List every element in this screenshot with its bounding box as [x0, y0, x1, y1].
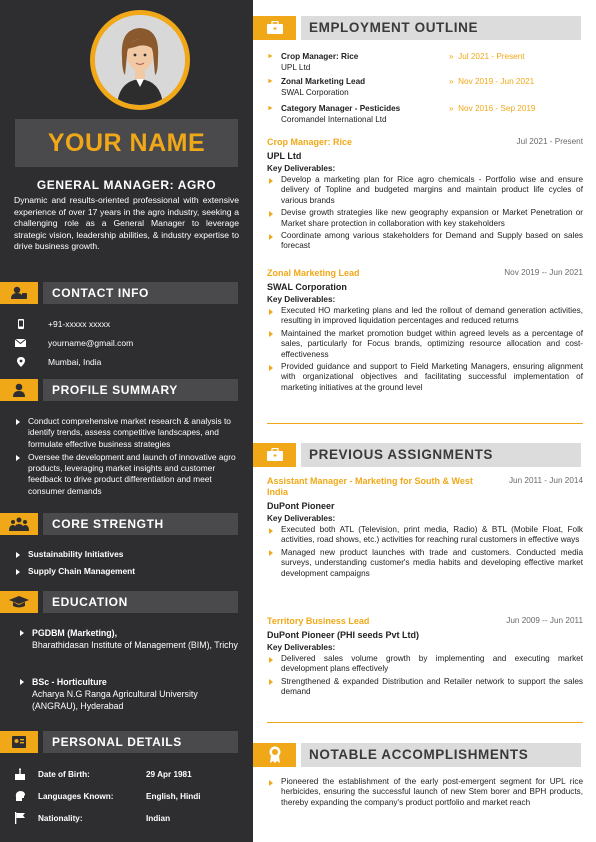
avatar-ring	[90, 10, 190, 110]
deliverables-list	[267, 306, 583, 393]
profile-list	[14, 416, 240, 499]
personal-section-header	[0, 731, 238, 753]
profile-heading: PROFILE SUMMARY	[52, 383, 178, 397]
section-divider	[267, 423, 583, 424]
deliverable-item: Maintained the market promotion budget within agreed levels as a percentage of sales, particularly for Focus brands, optimizing resource allocation and cost-effectiveness	[267, 329, 583, 360]
outline-role: Crop Manager: Rice	[281, 52, 359, 61]
deliverable-item: Coordinate among various stakeholders for Demand and Supply based on sales forecast	[267, 231, 583, 252]
core-section-header	[0, 513, 238, 535]
accomplishments-heading: NOTABLE ACCOMPLISHMENTS	[309, 747, 529, 762]
personal-row-nationality	[14, 812, 240, 824]
key-deliverables-label: Key Deliverables:	[267, 514, 336, 523]
core-heading: CORE STRENGTH	[52, 517, 164, 531]
deliverable-item: Executed HO marketing plans and led the rollout of demand generation activities, resulting in improved liquidation percentages and reduced returns	[267, 306, 583, 327]
accomplishments-section-header	[253, 743, 596, 767]
section-divider	[267, 722, 583, 723]
core-list	[14, 549, 240, 580]
key-deliverables-label: Key Deliverables:	[267, 164, 336, 173]
outline-role: Zonal Marketing Lead	[281, 77, 366, 86]
id-card-icon	[0, 731, 38, 753]
institute: Acharya N.G Ranga Agricultural University (ANGRAU), Hyderabad	[32, 689, 198, 711]
profile-item: Oversee the development and launch of innovative agro products, leveraging market insights and customer feedback to drive product differentiation and meet consumer demands	[14, 452, 240, 497]
deliverables-list	[267, 654, 583, 698]
profile-item: Conduct comprehensive market research & analysis to identify trends, assess competitive landscapes, and formulate effective business strategies	[14, 416, 240, 450]
education-section-header	[0, 591, 238, 613]
phone-icon	[14, 319, 28, 329]
key-deliverables-label: Key Deliverables:	[267, 643, 336, 652]
sidebar	[0, 0, 253, 842]
deliverable-item: Strengthened & expanded Distribution and Retailer network to support the sales demand	[267, 677, 583, 698]
deliverables-list	[267, 175, 583, 252]
candidate-name: YOUR NAME	[47, 128, 206, 157]
job-dates: Jun 2011 - Jun 2014	[508, 476, 583, 485]
job-title: Crop Manager: Rice	[267, 137, 353, 147]
outline-company: Coromandel International Ltd	[281, 115, 387, 124]
employment-heading: EMPLOYMENT OUTLINE	[309, 20, 479, 35]
core-item: Supply Chain Management	[14, 566, 240, 577]
flag-icon	[14, 812, 26, 824]
contact-heading: CONTACT INFO	[52, 286, 149, 300]
personal-value: 29 Apr 1981	[146, 769, 192, 779]
job-company: SWAL Corporation	[267, 282, 347, 292]
outline-company: UPL Ltd	[281, 63, 311, 72]
personal-row-languages	[14, 790, 240, 802]
graduation-cap-icon	[0, 591, 38, 613]
outline-dates-text: Jul 2021 - Present	[458, 52, 525, 61]
accomplishment-item: Pioneered the establishment of the early post-emergent segment for UPL rice herbicides, ensuring the successful launch of new Stem borer and BPH products, thereby expanding the company's product portfolio and market reach	[267, 777, 583, 808]
job-entry	[267, 476, 583, 581]
cake-icon	[14, 768, 26, 780]
personal-key: Date of Birth:	[38, 769, 90, 779]
briefcase-icon	[253, 443, 296, 467]
location-icon	[14, 357, 28, 367]
avatar	[95, 15, 185, 105]
job-company: DuPont Pioneer (PHI seeds Pvt Ltd)	[267, 630, 420, 640]
outline-dates: » Nov 2019 - Jun 2021	[449, 77, 535, 86]
person-icon	[0, 379, 38, 401]
speech-head-icon	[14, 790, 26, 802]
job-entry	[267, 137, 583, 254]
deliverable-item: Managed new product launches with trade and customers. Conducted media surveys, understanding customer's media habits and developing effective market development campaigns	[267, 548, 583, 579]
name-box	[15, 119, 238, 167]
employment-section-header	[253, 16, 596, 40]
job-entry	[267, 268, 583, 395]
outline-dates: » Jul 2021 - Present	[449, 52, 525, 61]
briefcase-icon	[253, 16, 296, 40]
contact-email-row	[14, 338, 133, 348]
key-deliverables-label: Key Deliverables:	[267, 295, 336, 304]
job-entry	[267, 616, 583, 700]
email-icon	[14, 338, 28, 348]
contact-phone-row	[14, 319, 110, 329]
personal-row-dob	[14, 768, 240, 780]
outline-dates-text: Nov 2019 - Jun 2021	[458, 77, 535, 86]
job-company: UPL Ltd	[267, 151, 302, 161]
avatar-illustration	[95, 15, 185, 105]
location: Mumbai, India	[48, 357, 102, 367]
email-address[interactable]: yourname@gmail.com	[48, 338, 134, 348]
accomplishments-list	[267, 777, 583, 808]
award-ribbon-icon	[253, 743, 296, 767]
personal-key: Languages Known:	[38, 791, 114, 801]
job-title: Territory Business Lead	[267, 616, 370, 626]
previous-section-header	[253, 443, 596, 467]
job-company: DuPont Pioneer	[267, 501, 335, 511]
degree: PGDBM (Marketing),	[14, 627, 240, 639]
deliverable-item: Provided guidance and support to Field Marketing Managers, ensuring alignment with organizational objectives and facilitating successful implementation of marketing initiatives at the ground level	[267, 362, 583, 393]
deliverable-item: Executed both ATL (Television, print media, Radio) & BTL (Mobile Float, Folk activities, road shows, etc.) activities for reaching rural customers in effective ways	[267, 525, 583, 546]
personal-value: English, Hindi	[146, 791, 201, 801]
education-entry	[14, 627, 240, 651]
deliverables-list	[267, 525, 583, 579]
personal-key: Nationality:	[38, 813, 83, 823]
job-title: GENERAL MANAGER: AGRO	[36, 178, 217, 192]
job-title: Assistant Manager - Marketing for South & West India	[267, 476, 473, 497]
intro-text: Dynamic and results-oriented professional with extensive experience of over 17 years in the agro industry, seeking a challenging role as a General Manager to leverage strategic vision, leadership abilities, & industry expertise to drive business growth.	[14, 195, 239, 252]
personal-heading: PERSONAL DETAILS	[52, 735, 182, 749]
institute: Bharathidasan Institute of Management (BIM), Trichy	[32, 640, 238, 650]
previous-heading: PREVIOUS ASSIGNMENTS	[309, 447, 494, 462]
deliverable-item: Devise growth strategies like new geography expansion or Market Penetration or Market share protection in collaboration with key stakeholders	[267, 208, 583, 229]
outline-company: SWAL Corporation	[281, 88, 349, 97]
outline-dates-text: Nov 2016 - Sep 2019	[458, 104, 536, 113]
job-title: Zonal Marketing Lead	[267, 268, 360, 278]
job-dates: Jul 2021 - Present	[516, 137, 583, 146]
contact-location-row	[14, 357, 101, 367]
outline-dates: » Nov 2016 - Sep 2019	[449, 104, 536, 113]
team-icon	[0, 513, 38, 535]
profile-section-header	[0, 379, 238, 401]
education-heading: EDUCATION	[52, 595, 128, 609]
education-entry	[14, 676, 240, 712]
phone-number[interactable]: +91-xxxxx xxxxx	[48, 319, 111, 329]
core-item: Sustainability Initiatives	[14, 549, 240, 560]
main-content: EMPLOYMENT OUTLINE ► Crop Manager: Rice UPL Ltd » Jul 2021 - Present ► Zonal Marketing Lead SWAL Corporation » Nov 2019 - Jun 2021 ► Category Manager - Pesticides Coromandel International Ltd » Nov 2016 - Sep 2019 Crop Manager: Rice Jul 2021 - Present UPL Ltd Key Deliverables: Develop a marketing plan for Rice agro chemicals - Portfolio wise and ensure delivery of Topline and budgeted margins and maintain product life cycles of various brands Devise growth strategies like new geography expansion or Market Penetration or Market share protection in collaboration with key stakeholders Coordinate among various stakeholders for Demand and Supply based on sales forecast Zonal Marketing Lead Nov 2019 -- Jun 2021 SWAL Corporation Key Deliverables: Executed HO marketing plans and led the rollout of demand generation activities, resulting in improved liquidation percentages and reduced returns Maintained the market promotion budget within agreed levels as a percentage of sales, particularly for Focus brands, optimizing resource allocation and cost-effectiveness Provided guidance and support to Field Marketing Managers, ensuring alignment with organizational objectives and facilitating successful implementation of marketing initiatives at the ground level PREVIOUS ASSIGNMENTS Assistant Manager - Marketing for South & West India Jun 2011 - Jun 2014 DuPont Pioneer Key Deliverables: Executed both ATL (Television, print media, Radio) & BTL (Mobile Float, Folk activities, road shows, etc.) activities for reaching rural customers in effective ways Managed new product launches with trade and customers. Conducted media surveys, understanding customer's media habits and developing effective market development campaigns Territory Business Lead Jun 2009 -- Jun 2011 DuPont Pioneer (PHI seeds Pvt Ltd) Key Deliverables: Delivered sales volume growth by implementing and executing market development plans effectively Strengthened & expanded Distribution and Retailer network to support the sales demand NOTABLE ACCOMPLISHMENTS Pioneered the establishment of the early post-emergent segment for UPL rice herbicides, ensuring the successful launch of new Stem borer and BPH products, thereby expanding the company's product portfolio and market reach	[253, 0, 596, 842]
job-dates: Nov 2019 -- Jun 2021	[504, 268, 583, 277]
outline-role: Category Manager - Pesticides	[281, 104, 401, 113]
contact-icon	[0, 282, 38, 304]
job-dates: Jun 2009 -- Jun 2011	[506, 616, 583, 625]
contact-section-header	[0, 282, 238, 304]
degree: BSc - Horticulture	[14, 676, 240, 688]
deliverable-item: Develop a marketing plan for Rice agro chemicals - Portfolio wise and ensure delivery of Topline and budgeted margins and maintain product life cycles of various brands	[267, 175, 583, 206]
personal-value: Indian	[146, 813, 171, 823]
deliverable-item: Delivered sales volume growth by implementing and executing market development plans effectively	[267, 654, 583, 675]
